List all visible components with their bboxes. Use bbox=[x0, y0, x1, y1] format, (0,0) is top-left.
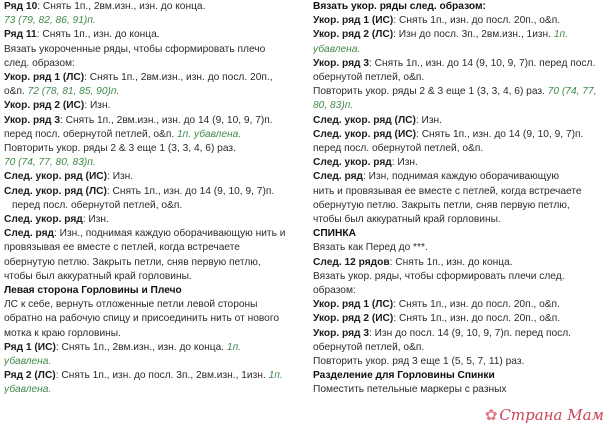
stitch-count: 1п. убавлена. bbox=[177, 128, 242, 140]
text-line: чтобы был аккуратный край горловины. bbox=[4, 270, 192, 282]
text-line bbox=[313, 170, 605, 184]
instruction-text: : Снять 1п., изн. до посл. 20п., о&п. bbox=[393, 313, 561, 325]
instruction-text: : Изн., поднимая каждую оборачивающую нить и bbox=[54, 228, 286, 240]
text-line: нить и провязывая ее вместе с петлей, когда встречаете bbox=[313, 185, 582, 197]
row-label: След. укор. ряд (ИС) bbox=[4, 171, 108, 183]
row-label: Ряд 2 (ЛС) bbox=[4, 370, 56, 382]
instruction-text: : Изн. bbox=[82, 214, 109, 226]
row-label: Укор. ряд 2 (ИС) bbox=[313, 313, 394, 325]
text-line: чтобы был аккуратный край горловины. bbox=[313, 214, 501, 226]
row-label: Ряд 11 bbox=[4, 29, 37, 41]
text-line: Повторить укор. ряд 3 еще 1 (5, 5, 7, 11) раз. bbox=[313, 356, 525, 368]
section-heading: СПИНКА bbox=[313, 228, 356, 240]
right-column bbox=[313, 0, 605, 398]
text-line: перед посл. обернутой петлей, о&п. bbox=[12, 199, 183, 211]
instruction-text: : Снять 1п., изн. до посл. 3п., 2вм.изн., 1изн. bbox=[55, 370, 269, 382]
instruction-text: перед посл. обернутой петлей, о&п. bbox=[4, 128, 178, 140]
text-line: обернутой петлей, о&п. bbox=[313, 72, 425, 84]
text-line: 73 (79, 82, 86, 91)п. bbox=[4, 15, 96, 27]
instruction-text: : Снять 1п., изн. до 14 (9, 10, 9, 7)п. bbox=[416, 128, 584, 140]
text-line: 80, 83)п. bbox=[313, 100, 354, 112]
text-line bbox=[313, 256, 605, 270]
text-line bbox=[313, 14, 605, 28]
row-label: След. ряд bbox=[313, 171, 363, 183]
text-line: обернутую петлю. Закрыть петли, сняв первую петлю, bbox=[313, 199, 570, 211]
text-line bbox=[4, 0, 304, 14]
row-label: След. ряд bbox=[4, 228, 54, 240]
stitch-count: 1п. bbox=[226, 341, 242, 353]
text-line: убавлена. bbox=[4, 384, 52, 396]
text-line: Повторить укор. ряды 2 & 3 еще 1 (3, 3, 4, 6) раз. bbox=[4, 143, 236, 155]
text-line: обратно на рабочую спицу и присоединить нить от нового bbox=[4, 313, 279, 325]
section-heading: Левая сторона Горловины и Плечо bbox=[4, 285, 182, 297]
left-column bbox=[4, 0, 304, 398]
row-label: Ряд 1 (ИС) bbox=[4, 341, 56, 353]
text-line: перед посл. обернутой петлей, о&п. bbox=[313, 143, 484, 155]
instruction-text: : Снять 1п., изн. до 14 (9, 10, 9, 7)п. bbox=[106, 185, 275, 197]
text-line bbox=[313, 128, 605, 142]
section-heading: Разделение для Горловины Спинки bbox=[313, 370, 495, 382]
row-label: Укор. ряд 3 bbox=[313, 327, 370, 339]
text-line: Вязать как Перед до ***. bbox=[313, 242, 428, 254]
text-line: Поместить петельные маркеры с разных bbox=[313, 384, 507, 396]
text-line: Вязать укороченные ряды, чтобы сформировать плечо bbox=[4, 43, 266, 55]
instruction-text: : Снять 1п., 2вм.изн., изн. до конца. bbox=[55, 341, 227, 353]
text-line bbox=[313, 312, 605, 326]
stitch-count: 1п. bbox=[268, 370, 283, 382]
instruction-text: : Изн. bbox=[107, 171, 134, 183]
stitch-count: 72 (78, 81, 85, 90)п. bbox=[27, 86, 120, 98]
text-line bbox=[4, 341, 304, 355]
text-line: след. образом: bbox=[4, 57, 75, 69]
text-line bbox=[4, 369, 304, 383]
text-line bbox=[4, 114, 304, 128]
text-line bbox=[313, 327, 605, 341]
text-line: обернутую петлю. Закрыть петли, сняв первую петлю, bbox=[4, 256, 261, 268]
text-line: Вязать укор. ряды, чтобы сформировать плечи след. bbox=[313, 270, 565, 282]
row-label: След. укор. ряд bbox=[313, 157, 392, 169]
instruction-text: : Изн. bbox=[415, 114, 442, 126]
instruction-text: Повторить укор. ряды 2 & 3 еще 1 (3, 3, 4, 6) раз. bbox=[313, 86, 548, 98]
text-line: ЛС к себе, вернуть отложенные петли левой стороны bbox=[4, 299, 258, 311]
text-line: 70 (74, 77, 80, 83)п. bbox=[4, 157, 96, 169]
text-line bbox=[4, 170, 304, 184]
stitch-count: 70 (74, 77, bbox=[547, 86, 597, 98]
instruction-text: : Снять 1п., изн. до конца. bbox=[36, 29, 160, 41]
section-heading: Вязать укор. ряды след. образом: bbox=[313, 1, 486, 12]
watermark-logo bbox=[485, 406, 604, 424]
instruction-text: : Изн. bbox=[391, 157, 418, 169]
instruction-text: : Снять 1п., 2вм.изн., изн. до 14 (9, 10, 9, 7)п. bbox=[60, 114, 273, 126]
text-line bbox=[313, 156, 605, 170]
row-label: Укор. ряд 2 (ИС) bbox=[4, 100, 85, 112]
instruction-text: о&п. bbox=[4, 86, 28, 98]
text-line: убавлена. bbox=[313, 43, 361, 55]
row-label: Укор. ряд 3 bbox=[313, 57, 370, 69]
text-line bbox=[313, 57, 605, 71]
text-line bbox=[4, 185, 304, 199]
instruction-text: : Снять 1п., изн. до посл. 20п., о&п. bbox=[393, 15, 561, 27]
text-line bbox=[4, 71, 304, 85]
row-label: След. укор. ряд (ИС) bbox=[313, 128, 417, 140]
text-line bbox=[313, 28, 605, 42]
row-label: Укор. ряд 1 (ИС) bbox=[313, 15, 394, 27]
text-line bbox=[4, 227, 304, 241]
row-label: Ряд 10 bbox=[4, 1, 38, 12]
instruction-text: : Изн, поднимая каждую оборачивающую bbox=[363, 171, 559, 183]
text-line: обернутой петлей, о&п. bbox=[313, 341, 425, 353]
text-line: мотка к краю горловины. bbox=[4, 327, 121, 339]
instruction-text: : Снять 1п., 2вм.изн., изн. до посл. 20п., bbox=[84, 72, 273, 84]
instruction-text: : Снять 1п., изн. до конца. bbox=[389, 256, 513, 268]
instruction-text: : Снять 1п., изн. до посл. 20п., о&п. bbox=[393, 299, 560, 311]
row-label: Укор. ряд 2 (ЛС) bbox=[313, 29, 394, 41]
instruction-text: : Снять 1п., изн. до 14 (9, 10, 9, 7)п. перед посл. bbox=[369, 57, 596, 69]
text-line: образом: bbox=[313, 285, 356, 297]
instruction-text: : Изн. bbox=[84, 100, 111, 112]
row-label: След. укор. ряд (ЛС) bbox=[313, 114, 416, 126]
stitch-count: 1п. bbox=[553, 29, 568, 41]
row-label: Укор. ряд 3 bbox=[4, 114, 61, 126]
watermark-text: Страна Мам bbox=[499, 406, 604, 424]
row-label: Укор. ряд 1 (ЛС) bbox=[313, 299, 394, 311]
instruction-text: : Снять 1п., 2вм.изн., изн. до конца. bbox=[37, 1, 206, 12]
text-line bbox=[4, 28, 304, 42]
flower-icon: ✿ bbox=[484, 406, 498, 424]
row-label: Укор. ряд 1 (ЛС) bbox=[4, 72, 85, 84]
text-line: убавлена. bbox=[4, 356, 52, 368]
instruction-text: : Изн до посл. 3п., 2вм.изн., 1изн. bbox=[393, 29, 554, 41]
row-label: След. укор. ряд bbox=[4, 214, 83, 226]
text-line bbox=[313, 114, 605, 128]
row-label: След. 12 рядов bbox=[313, 256, 390, 268]
text-line bbox=[4, 99, 304, 113]
text-line bbox=[4, 128, 304, 142]
instruction-text: : Изн до посл. 14 (9, 10, 9, 7)п. перед посл. bbox=[369, 327, 571, 339]
row-label: След. укор. ряд (ЛС) bbox=[4, 185, 107, 197]
text-line: провязывая ее вместе с петлей, когда встречаете bbox=[4, 242, 240, 254]
text-line bbox=[313, 298, 605, 312]
text-line bbox=[313, 85, 605, 99]
text-line bbox=[4, 85, 304, 99]
text-line bbox=[4, 213, 304, 227]
